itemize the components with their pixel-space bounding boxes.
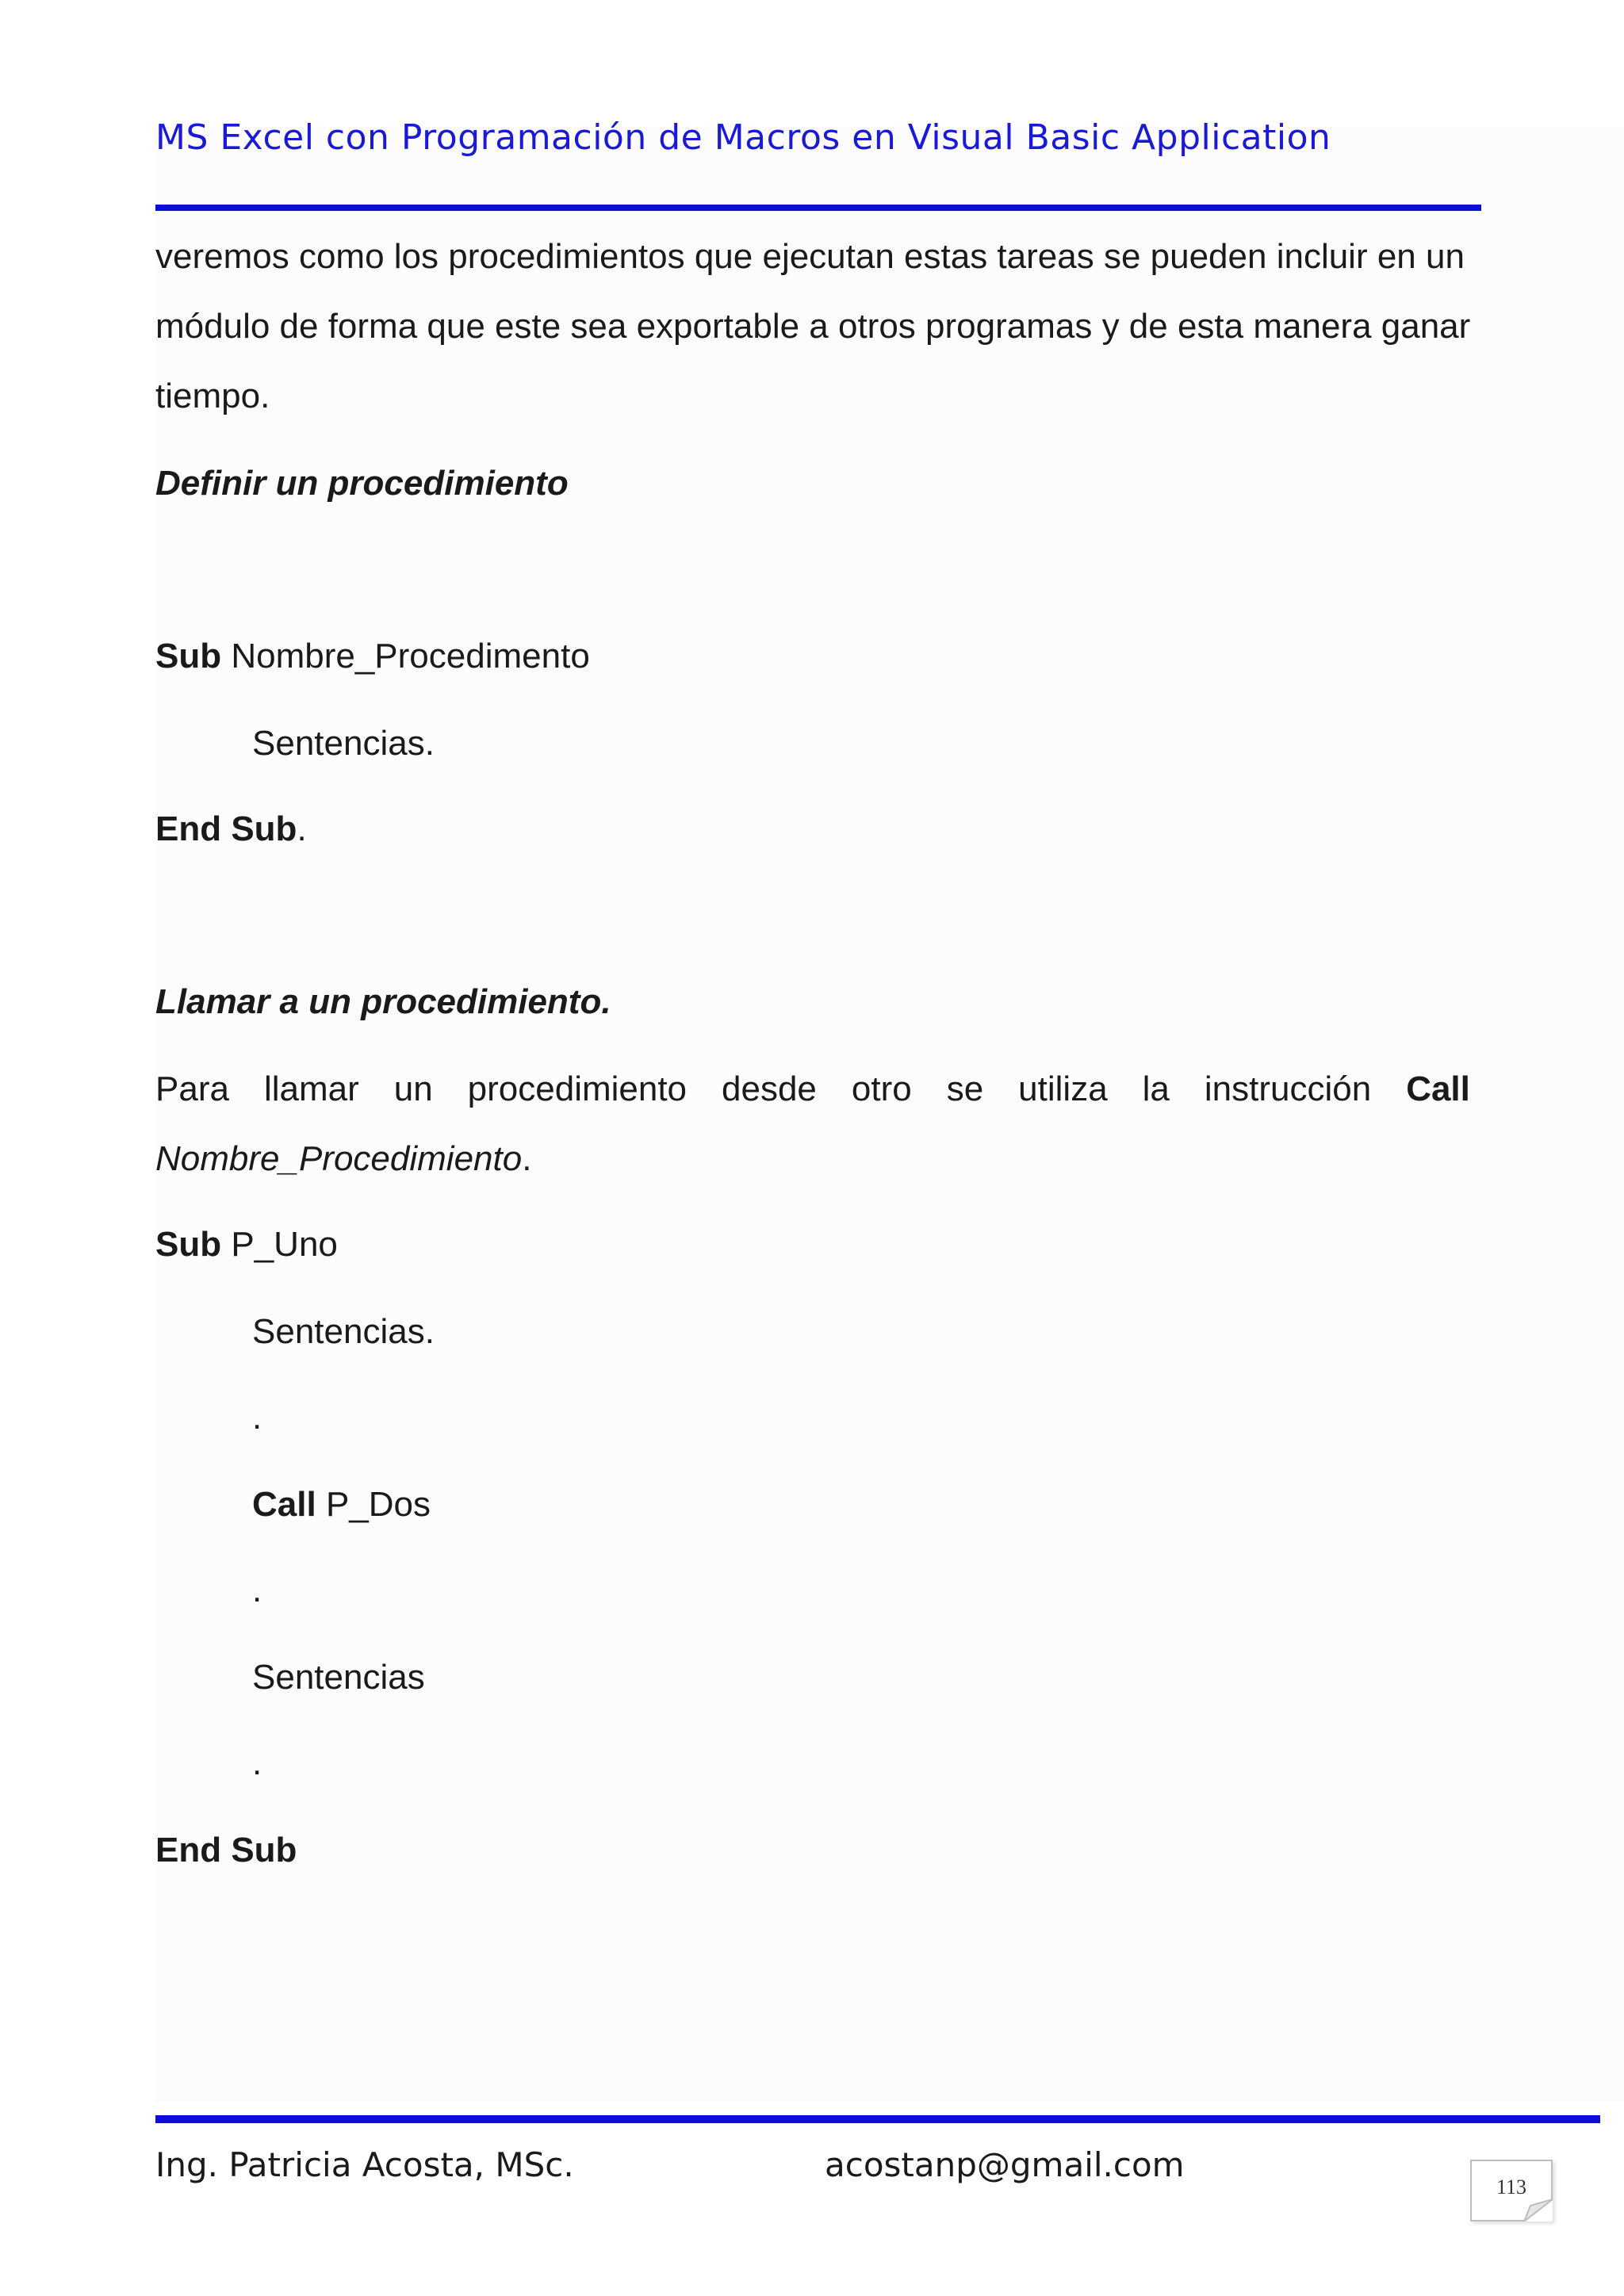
example-statements-1: Sentencias. <box>252 1312 435 1351</box>
call-word: utiliza <box>1018 1070 1108 1108</box>
footer-email: acostanp@gmail.com <box>825 2145 1185 2184</box>
sub-keyword: Sub <box>155 637 222 675</box>
example-sub-line <box>155 1227 338 1262</box>
call-paragraph-punct: . <box>522 1139 532 1178</box>
sub-keyword: Sub <box>155 1225 222 1264</box>
call-word: instrucción <box>1204 1070 1372 1108</box>
intro-line-1: veremos como los procedimientos que ejecutan estas tareas se pueden incluir en un <box>155 237 1465 276</box>
page-content-area <box>155 127 1624 2101</box>
example-call-line <box>252 1487 431 1522</box>
call-word: llamar <box>263 1070 359 1108</box>
define-end-line <box>155 809 307 848</box>
call-keyword: Call <box>1406 1070 1470 1108</box>
call-keyword: Call <box>252 1485 316 1524</box>
call-word: desde <box>722 1070 817 1108</box>
call-word: procedimiento <box>467 1070 688 1108</box>
page-curl-icon <box>1524 2199 1553 2221</box>
call-word: un <box>393 1070 433 1108</box>
call-proc-name: Nombre_Procedimiento <box>155 1139 523 1178</box>
procedure-name: Nombre_Procedimento <box>231 637 590 675</box>
page-number-box <box>1470 2160 1553 2221</box>
example-end-line <box>155 1833 297 1868</box>
footer-author: Ing. Patricia Acosta, MSc. <box>155 2145 574 2184</box>
end-sub-keyword: End Sub <box>155 1831 297 1869</box>
end-sub-punct: . <box>297 809 307 848</box>
call-target: P_Dos <box>325 1485 431 1524</box>
procedure-name: P_Uno <box>231 1225 338 1264</box>
define-sub-line <box>155 639 590 674</box>
footer-rule <box>155 2115 1600 2123</box>
define-statements: Sentencias. <box>252 724 435 763</box>
intro-line-2: módulo de forma que este sea exportable a otros programas y de esta manera ganar <box>155 307 1471 346</box>
intro-line-3: tiempo. <box>155 377 270 415</box>
header-title: MS Excel con Programación de Macros en Visual Basic Application <box>155 117 1331 158</box>
example-dot-2: . <box>252 1571 262 1609</box>
call-paragraph-line-2 <box>155 1139 532 1178</box>
end-sub-keyword: End Sub <box>155 809 297 848</box>
call-word: la <box>1142 1070 1170 1108</box>
example-dot-3: . <box>252 1743 262 1782</box>
page-number: 113 <box>1496 2175 1527 2198</box>
heading-define: Definir un procedimiento <box>155 464 569 503</box>
call-word: Para <box>155 1070 229 1108</box>
call-word: se <box>946 1070 984 1108</box>
heading-call: Llamar a un procedimiento. <box>155 982 611 1021</box>
header-rule <box>155 205 1481 211</box>
call-paragraph-line-1 <box>155 1072 1470 1107</box>
example-statements-2: Sentencias <box>252 1658 425 1697</box>
example-dot-1: . <box>252 1398 262 1437</box>
call-word: otro <box>851 1070 912 1108</box>
